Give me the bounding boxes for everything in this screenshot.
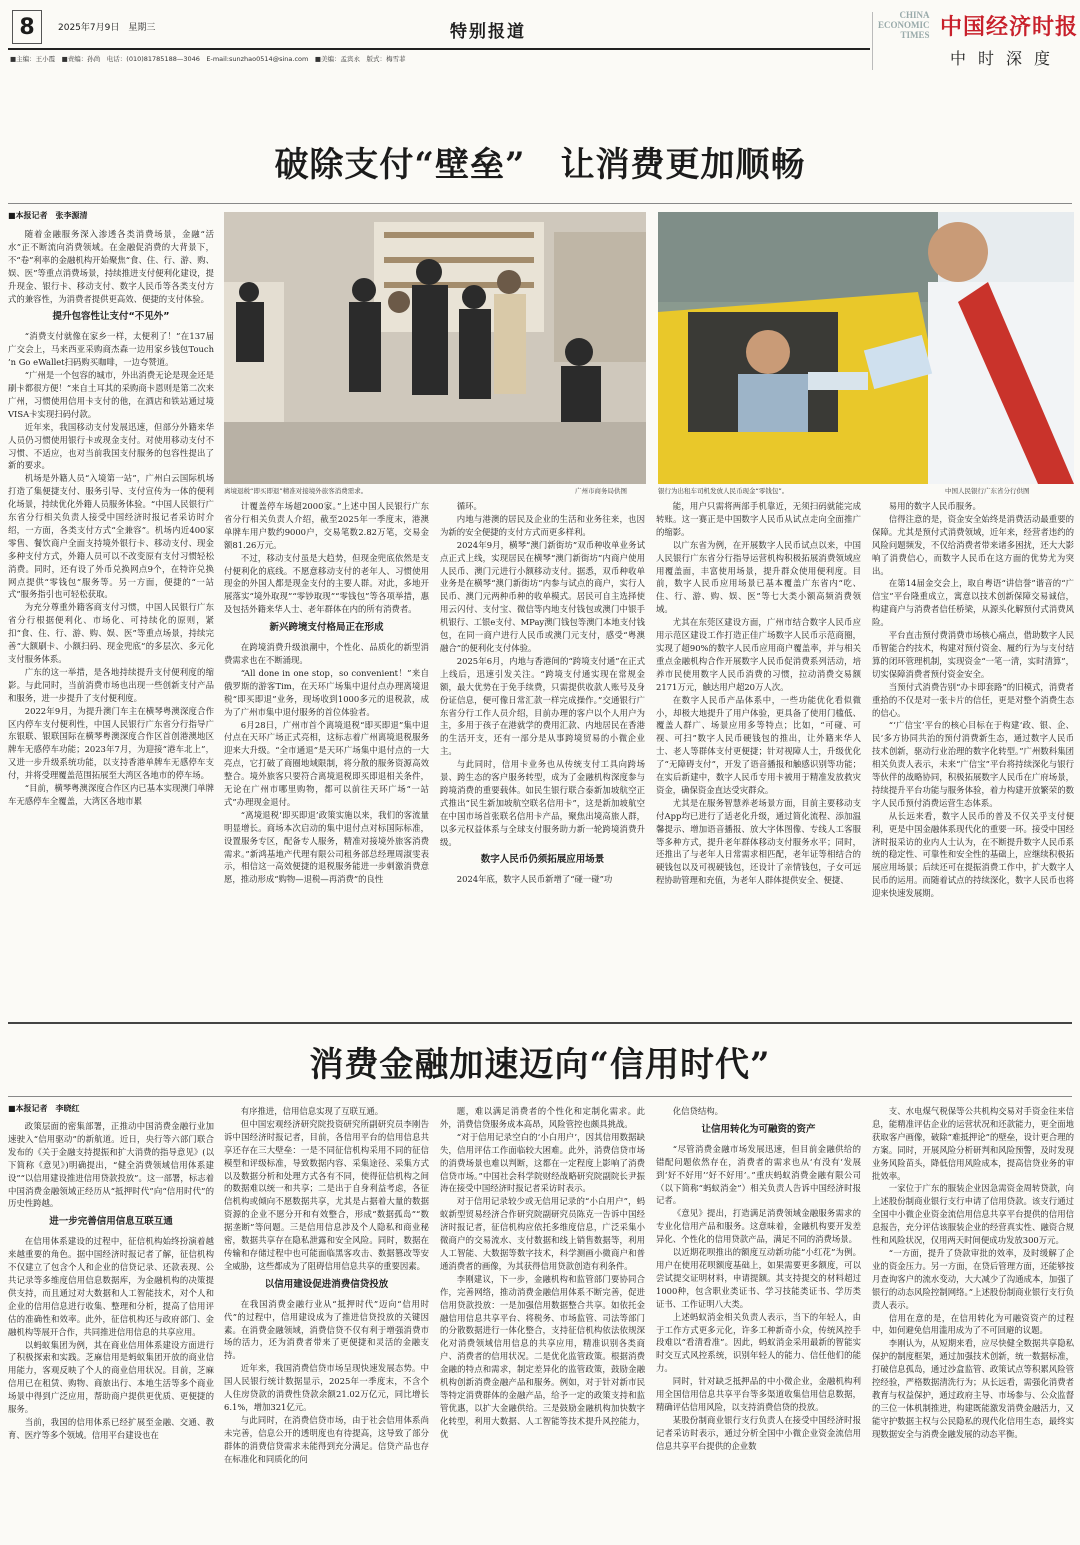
paragraph: 近年来，我国移动支付发展迅速，但部分外籍来华人员仍习惯使用银行卡或现金支付。对使用移动支付不习惯、不适应，也对当前我国支付服务的包容性提出了新的要求。 xyxy=(8,421,214,471)
paragraph: 当前，我国的信用体系已经扩展至金融、交通、教育、医疗等多个领域。信用平台建设也在 xyxy=(8,1416,214,1440)
masthead-subtitle: 中时深度 xyxy=(950,49,1063,68)
article1-rule xyxy=(8,203,1072,204)
subheading: 提升包容性让支付“不见外” xyxy=(52,311,170,323)
paragraph: 李刚认为，从短期来看，应尽快健全数据共享隐私保护的制度框架，通过加强技术创新，统一数据标准，打破信息孤岛，通过沙盒监管、政策试点等积累风险管控经验，严格数据清洗行为；从长远看，需强化消费者教育与权益保护，通过政府主导、市场参与、公众监督的三位一体机制推进，构建既能激发消费金融活力，又能守护数据主权与公民隐私的现代化信用生态，最终实现数据安全与消费金融发展的动态平衡。 xyxy=(872,1338,1074,1439)
paragraph: 有序推进，信用信息实现了互联互通。 xyxy=(240,1106,384,1116)
paragraph: “一方面，提升了贷款审批的效率，及时缓解了企业的资金压力。另一方面，在贷后管理方面，还能够按月查询客户的流水变动，大大减少了沟通成本，加强了银行的动态风险控制网络。”上述股份制商业银行支行负责人表示。 xyxy=(872,1247,1074,1310)
photo1-credit: 广州市商务局供图 xyxy=(575,487,627,495)
paragraph: 能，用户只需将两部手机靠近，无须扫码就能完成转账。这一赛正是中国数字人民币从试点走向全面推广的缩影。 xyxy=(656,501,861,537)
logo-en-line: ECONOMIC xyxy=(878,20,930,30)
paragraph: “消费支付就像在家乡一样，太便利了！”在137届广交会上，马来西亚采购商杰森一边用家乡钱包Touch ’n Go eWallet扫码购买咖啡，一边夸赞道。 xyxy=(8,331,214,368)
paragraph: 广东的这一举措，是各地持续提升支付便利度的缩影。与此同时，当前消费市场也出现一些创新支付产品和服务，进一步提升了支付便利度。 xyxy=(8,666,214,703)
header-rule xyxy=(8,48,870,50)
article1-column-2 xyxy=(224,500,429,1013)
paragraph: “目前，横琴粤澳深度合作区内已基本实现澳门单牌车无感停车全覆盖，大湾区各地市累 xyxy=(8,783,214,806)
editor-credits: ■主编：王小霞 ■责编：孙尚 电话：(010)81785188—3046 E-mail:sunzhao0514@sina.com ■美编：孟宾永 版式：梅雪菲 xyxy=(10,55,406,63)
subheading: 数字人民币仍须拓展应用场景 xyxy=(480,854,605,866)
article2-headline: 消费金融加速迈向“信用时代” xyxy=(309,1045,771,1085)
paragraph: 以广东省为例，在开展数字人民币试点以来，中国人民银行广东省分行指导运营机构积极拓展消费领域应用覆盖面，丰富使用场景，提升群众使用便利度。目前，数字人民币应用场景已基本覆盖广东省内“吃、住、行、游、购、娱、医”等七大类小额高频消费领域。 xyxy=(656,539,861,615)
paragraph: 在信用体系建设的过程中，征信机构始终扮演着越来越重要的角色。据中国经济时报记者了解，征信机构不仅建立了包含个人和企业的信贷记录、还款表现、公共记录等多维度信用信息数据库，为金融机构的决策提供支持，而且通过对大数据和人工智能技术，对个人和企业的信用信息进行收集、整理和分析，提高了信用评估的准确性和效率。此外，征信机构还与政府部门、金融机构等展开合作，共同推进信用信息的共享应用。 xyxy=(8,1236,214,1337)
page-number: 8 xyxy=(12,10,42,44)
paragraph: 2024年底，数字人民币新增了“碰一碰”功 xyxy=(456,874,613,885)
paragraph: 平台直击预付费消费市场核心痛点，借助数字人民币智能合约技术，构建对预付资金、履约行为与支付结算的闭环管理机制，实现资金“一笔一清，实时清算”，切实保障消费者预付资金安全。 xyxy=(872,630,1074,679)
subheading: 进一步完善信用信息互联互通 xyxy=(49,1216,173,1228)
paragraph: 以蚂蚁集团为例，其在商业信用体系建设方面进行了积极探索和实践。芝麻信用是蚂蚁集团开放的商业信用能力，客观反映了个人的商业信用状况。目前，芝麻信用已在租赁、购物、商旅出行、本地生活等多个商业场景中得到广泛应用，帮助商户提供更优质、更便捷的服务。 xyxy=(8,1339,214,1415)
paragraph: “离境退税‘即买即退’政策实施以来，我们的客流量明显增长。商场本次启动的集中退付点对标国际标准，设置服务专区，配备专人服务，精准对接境外旅客消费需求。”新鸿基地产代理有限公司租务部总经理周淑雯表示，相信这一高效便捷的退税服务能进一步刺激消费意愿，推动形成“购物—退税—再消费”的良性 xyxy=(224,809,429,885)
logo-en-line: TIMES xyxy=(900,30,930,40)
paragraph: 一家位于广东的服装企业因急需资金周转贷款，向上述股份制商业银行支行申请了信用贷款。该支行通过全国中小微企业资金流信用信息共享平台提供的信用信息报告，充分评估该服装企业的经营真实性、融资合规性和风险状况，仅用两天时间便成功发放300万元。 xyxy=(872,1183,1074,1246)
photo2-credit: 中国人民银行广东省分行供图 xyxy=(945,487,1030,495)
subheading: 让信用转化为可融资的资产 xyxy=(701,1123,816,1135)
paragraph: 但中国宏观经济研究院投资研究所副研究员李刚告诉中国经济时报记者，目前，各信用平台的信用信息共享还存在三大壁垒：一是不同征信机构采用不同的征信模型和评级标准，导致数据内容、采集途径、采集方式以及数据分析和处理方式各有不同，使得征信机构之间的数据难以统一和共享；二是出于自身利益考虑，各征信机构或倾向不愿数据共享，尤其是占据着大量的数据资源的企业不愿分开和有效整合，形成“数据孤岛”“数据垄断”等问题。三是信用信息涉及个人隐私和商业秘密，数据共享存在隐私泄露和安全风险。同时，数据在传输和存储过程中也可能面临黑客攻击、数据篡改等安全威胁，这些都成为了阻碍信用信息共享的重要因素。 xyxy=(224,1118,429,1271)
paragraph: 循环。 xyxy=(456,501,482,511)
section-divider xyxy=(8,1022,1072,1024)
subheading: 以信用建设促进消费信贷投放 xyxy=(264,1278,389,1290)
article1-column-3 xyxy=(440,500,645,1013)
paragraph: 当预付式消费告别“办卡即套路”的旧模式，消费者重拾的不仅是对一张卡片的信任，更是对整个消费生态的信心。 xyxy=(872,681,1074,718)
paragraph: 政策层面的密集部署，正推动中国消费金融行业加速驶入“信用驱动”的新航道。近日，央行等六部门联合发布的《关于金融支持提振和扩大消费的指导意见》(以下简称《意见》)明确提出，“健全消费领域信用体系建设”“以信用建设推进信用贷款投放”。这一部署，标志着中国消费金融领域正经历从“抵押时代”向“信用时代”的历史性跨越。 xyxy=(8,1121,214,1209)
paragraph: “尽管消费金融市场发展迅速，但目前金融供给的错配问题依然存在，消费者的需求也从‘有没有’发展到‘好不好用’‘好不好用’。”重庆蚂蚁消费金融有限公司（以下简称“蚂蚁消金”）相关负责人告诉中国经济时报记者。 xyxy=(656,1143,861,1206)
paragraph: 与此同时，在消费信贷市场，由于社会信用体系尚未完善，信息公开的透明度也有待提高，这导致了部分群体的消费信贷需求未能得到充分满足。信贷产品也存在标准化和同质化的问 xyxy=(224,1414,429,1464)
subheading: 新兴跨境支付格局正在形成 xyxy=(269,622,384,634)
paragraph: 信得注意的是，资金安全始终是消费活动最重要的保障。尤其是预付式消费领域，近年来，经营者违约的风险问题频发，不仅给消费者带来诸多困扰，还大大影响了消费信心，而数字人民币在这方面的优势尤为突出。 xyxy=(872,513,1074,576)
paragraph: 在第14届金交会上，取自粤语“讲信誉”谐音的“广信宝”平台隆重成立，寓意以技术创新保障交易诚信，构建商户与消费者信任桥梁，从源头化解预付式消费风险。 xyxy=(872,578,1074,628)
paragraph: 以近期花呗推出的额度互动新功能“小红花”为例。用户在使用花呗额度基础上，如果需要更多额度，可以尝试提交证明材料，申请提额。其支持提交的材料超过1000种，包含职业类证书、学习技能类证书、学历类证书、工作证明八大类。 xyxy=(656,1247,861,1309)
paragraph: 《意见》提出，打造满足消费领域金融服务需求的专业化信用产品和服务。这意味着，金融机构要开发差异化、个性化的信用贷款产品，满足不同的消费场景。 xyxy=(656,1208,861,1245)
paragraph: “‘广信宝’平台的核心目标在于构建‘政、银、企、民’多方协同共治的预付消费新生态，通过数字人民币技术创新，驱动行业治理的数字化转型。”广州数科集团相关负责人表示，未来“广信宝”平台将持续深化与银行等伙伴的战略协同，积极拓展数字人民币在广府场景，持续提升平台功能与服务体验，着力构建开放繁荣的数字人民币预付消费运营生态体系。 xyxy=(872,720,1074,808)
paragraph: 在跨境消费升级浪潮中，个性化、品质化的新型消费需求也在不断涌现。 xyxy=(224,642,429,665)
paragraph: 内地与港澳的居民及企业的生活和业务往来，也因为新的安全便捷的支付方式而更多样利。 xyxy=(440,513,645,537)
paragraph: 从长远来看，数字人民币的普及不仅关乎支付便利，更是中国金融体系现代化的重要一环。接受中国经济时报采访的业内人士认为，在不断提升数字人民币系统的稳定性、可靠性和安全性的基础上，应继续积极拓展应用场景；后续还可在提振消费工作中，扩大数字人民币的运用。而随着试点的持续深化，数字人民币也将迎来快速发展期。 xyxy=(872,810,1074,899)
paragraph: “All done in one stop，so convenient！”来自俄罗斯的游客Tim，在天环广场集中退付点办理离境退税“即买即退”业务，现场收到1000多元的退税款，成为了广州市集中退付服务的首位体验者。 xyxy=(224,667,429,717)
paragraph: 2022年9月，为提升澳门车主在横琴粤澳深度合作区内停车支付便利性，中国人民银行广东省分行指导广东银联、银联国际在横琴粤澳深度合作区首创港澳地区牌车无感停车功能；2023年7月，为迎接“港车北上”，又进一步升级系统功能，以支持香港单牌车无感停车支付，并将受理覆盖范围拓展至大湾区各地市的停车场。 xyxy=(8,705,214,781)
paragraph: 同时，针对缺乏抵押品的中小微企业，金融机构利用全国信用信息共享平台等多渠道收集信用信息数据，精确评估信用风险，以支持消费信贷的投放。 xyxy=(656,1376,861,1412)
logo-en-line: CHINA xyxy=(899,10,930,20)
photo-tax-refund xyxy=(224,212,646,484)
article2-column-1 xyxy=(8,1120,214,1538)
article2-byline: ■本报记者 李晓红 xyxy=(8,1104,80,1113)
tax-refund-scene-image xyxy=(224,212,646,484)
photo2-caption: 银行为出租车司机发放人民币现金“零钱包”。 xyxy=(658,487,789,495)
paragraph: 信用在意的是，在信用转化为可融资资产的过程中，如何避免信用滥用成为了不可回避的议题。 xyxy=(872,1312,1074,1336)
article1-byline: ■本报记者 张李源清 xyxy=(8,211,88,220)
paragraph: 上述蚂蚁消金相关负责人表示，当下的年轻人，由于工作方式更多元化，许多工种新奇小众，传统风控手段难以“看清看准”。因此，蚂蚁消金采用最新的智能实时交互式风控系统，识别年轻人的能力、信任他们的能力。 xyxy=(656,1311,861,1374)
section-title: 特别报道 xyxy=(450,22,526,42)
article1-column-1 xyxy=(8,228,214,1013)
photo1-caption: 离境退税“即买即退”精准对接境外旅客消费需求。 xyxy=(224,487,368,495)
paragraph: 在数字人民币产品体系中，一些功能优化看似微小，却极大地提升了用户体验，更具备了使用门槛低、覆盖人群广、场景应用多等特点；比如，“可碰、可视、可扫”数字人民币硬钱包的推出，让外籍来华人士、老人等群体支付更便捷；针对视障人士，升级优化了“无障碍支付”，开发了语音播报和触感识别等功能；在实后新建中，数字人民币专用卡被用于精准发放救灾资金，确保资金直达受灾群众。 xyxy=(656,694,861,795)
article2-rule xyxy=(8,1096,1072,1097)
photo-taxi-cash xyxy=(658,212,1074,484)
paragraph: 题，难以满足消费者的个性化和定制化需求。此外，消费信贷服务成本高昂，风险管控也颇具挑战。 xyxy=(440,1106,645,1129)
paragraph: 支、水电煤气税保等公共机构交易对手资金往来信息，能精准评估企业的运营状况和还款能力，更全面地获取客户画像，破除“难抵押论”的壁垒，设计更合理的方案。同时，开展风险分析研判和风险预警，及时发现业务风险苗头，降低信用风险成本，提高信贷业务的审批效率。 xyxy=(872,1106,1074,1181)
paragraph: 随着金融服务深入渗透各类消费场景，金融“活水”正不断流向消费领域。在金融促消费的大背景下，不“卷”利率的金融机构开始聚焦“食、住、行、游、购、娱、医”等重点消费场景，持续推进支付便利化建设，提升现金、银行卡、移动支付、数字人民币等各类支付方式的兼容性，为消费者提供更高效、便捷的支付体验。 xyxy=(8,229,214,304)
paragraph: 尤其在东莞区建设方面，广州市结合数字人民币应用示范区建设工作打造正佳广场数字人民币示范商圈，实现了超90%的数字人民币应用商户覆盖率，并与相关重点金融机构合作开展数字人民币促消费系列活动，培养市民使用数字人民币消费的习惯，拉动消费交易额2171万元，触达用户超20万人次。 xyxy=(656,617,861,692)
paragraph: 2024年9月，横琴“澳门新街坊”双币种收单业务试点正式上线，实现居民在横琴“澳门新街坊”内商户使用人民币、澳门元进行小额移动支付。据悉，双币种收单业务是在横琴“澳门新街坊”内参与试点的商户，实行人民币、澳门元两种币种的收单模式。居民可自主选择使用云闪付、支付宝、微信等内地支付钱包或澳门中银手机银行、工银e支付、MPay澳门钱包等澳门本地支付钱包，在同一商户进行人民币或澳门元支付，感受“粤澳融合”的便利化支付体验。 xyxy=(440,539,645,653)
paragraph: 对于信用记录较少或无信用记录的“小白用户”，蚂蚁新型贸易经济合作研究院副研究员陈克一告诉中国经济时报记者，征信机构应依托多维度信息，广泛采集小微商户的交易流水、支付数据和线上销售数据等，利用人工智能、大数据等数字技术，科学测画小微商户和普通消费者的画像，为其获得信用贷款创造有利条件。 xyxy=(440,1196,645,1271)
article1-column-5 xyxy=(872,500,1074,1013)
paragraph: 李刚建议，下一步，金融机构和监管部门要协同合作，完善网络，推动消费金融信用体系不断完善，促进信用贷款投放：一是加强信用数据整合共享。如依托金融信用信息共享平台、将税务、市场监管、司法等部门的分散数据进行一体化整合，支持征信机构依法依规深化对消费领域信用信息的共享应用，精准识别各类商户、消费者的信用状况。二是优化监管政策。根据消费金融的特点和需求，制定差异化的监管政策，鼓励金融机构创新消费金融产品和服务。例如，对于针对新市民等特定消费群体的金融产品，给予一定的政策支持和监管优惠，以扩大金融供给。三是鼓励金融机构加快数字化转型，利用大数据、人工智能等技术提升风控能力，优 xyxy=(440,1273,645,1439)
paragraph: “广州是一个包容的城市，外出消费无论是现金还是刷卡都很方便！”来自土耳其的采购商卡恩则是第二次来广州，习惯使用信用卡支付的他，在酒店和铁站通过境VISA卡实现扫码付款。 xyxy=(8,370,214,419)
masthead-logo-en xyxy=(878,10,930,40)
issue-date: 2025年7月9日 星期三 xyxy=(58,23,156,33)
paragraph: 计覆盖停车场超2000家。”上述中国人民银行广东省分行相关负责人介绍，截至2025年一季度末，港澳单牌车用户数约9000户，交易笔数2.82万笔，交易金额81.26万元。 xyxy=(224,501,429,550)
article2-column-2 xyxy=(224,1105,429,1538)
paragraph: 6月28日，广州市首个离境退税“即买即退”集中退付点在天环广场正式亮相，这标志着广州离境退税服务迎来大升级。“全市通退”是天环广场集中退付点的一大亮点，它打破了商圈地域限制，将分散的服务资源高效整合。境外旅客只要符合离境退税即买即退相关条件，无论在广州市哪里购物，都可以前往天环广场“一站式”办理现金退付。 xyxy=(224,719,429,807)
article2-column-3 xyxy=(440,1105,645,1538)
article1-column-4 xyxy=(656,500,861,1013)
paragraph: 为充分尊重外籍客商支付习惯，中国人民银行广东省分行根据便利化、市场化、可持续化的原则，紧扣“食、住、行、游、购、娱、医”等重点场景，持续完善“大额刷卡、小额扫码、现金兜底”的多层次、多元化支付服务体系。 xyxy=(8,602,214,664)
paragraph: 某股份制商业银行支行负责人在接受中国经济时报记者采访时表示，通过分析全国中小微企业资金流信用信息共享平台提供的企业数 xyxy=(656,1414,861,1451)
article2-column-4 xyxy=(656,1105,861,1538)
paragraph: 在我国消费金融行业从“抵押时代”迈向“信用时代”的过程中，信用建设成为了推进信贷投放的关键因素。在消费金融领域，消费信贷不仅有利于增强消费市场的活力，还为消费者带来了更便捷和灵活的金融支持。 xyxy=(224,1298,429,1361)
paragraph: 化信贷结构。 xyxy=(672,1106,724,1116)
logo-divider xyxy=(872,12,873,70)
paragraph: 2025年6月，内地与香港间的“跨境支付通”在正式上线后，迅速引发关注。“跨境支付通实现在常规金额，最大优势在于免手续费，只需提供收款人账号及身份证信息，便可像日常汇款一样完成操作。”交通银行广东省分行工作人员介绍，目前办理的客户以个人用户为主，多用于孩子在港就学的费用汇款、内地居民在香港的生活开支，还有一部分是从事跨境贸易的小微企业主。 xyxy=(440,655,645,757)
paragraph: 不过，移动支付虽是大趋势，但现金兜底依然是支付便利化的底线。不愿意移动支付的老年人、习惯使用现金的外国人都是现金支付的主要人群。对此，多地开展落实“境外取现”“零钞取现”“零钱包”等各项举措，惠及包括外籍来华人士、老年群体在内的所有消费者。 xyxy=(224,552,429,615)
article1-headline: 破除支付“壁垒” 让消费更加顺畅 xyxy=(274,145,806,185)
taxi-cash-scene-image xyxy=(658,212,1074,484)
paragraph: 近年来，我国消费信贷市场呈现快速发展态势。中国人民银行统计数据显示，2025年一季度末，不含个人住房贷款的消费性贷款余额21.02万亿元，同比增长6.1%，增加321亿元。 xyxy=(224,1363,429,1412)
paragraph: “对于信用记录空白的‘小白用户’，因其信用数据缺失，信用评估工作面临较大困难。此外，消费信贷市场的消费场景也难以判断，这都在一定程度上影响了消费信贷市场。”中国社会科学院财经战略研究院副院长尹振涛在接受中国经济时报记者采访时表示。 xyxy=(440,1131,645,1194)
paragraph: 尤其是在服务智慧养老场景方面，目前主要移动支付App均已进行了适老化升级，通过简化流程、添加温馨提示、增加语音播报、放大字体图像、专线人工客服等多种方式，提升老年群体移动支付服务水平；同时，还推出了与老年人日常需求相匹配，老年证等相结合的硬钱包以及可视硬钱包，还设计了亲情钱包，子女可远程协助管理和充值，为老年人群体提供安全、便捷、 xyxy=(656,797,861,886)
paragraph: 与此同时，信用卡业务也从传统支付工具向跨场景、跨生态的客户服务转型，成为了金融机构深度参与跨境消费的重要载体。如民生银行联合泰新加坡航空正式推出“民生新加坡航空联名信用卡”，这是新加坡航空在中国市场首张联名信用卡产品，聚焦出境高旅人群，以多元权益体系与全球支付服务助力新一轮跨境消费升级。 xyxy=(440,759,645,847)
masthead-logo: 中国经济时报 xyxy=(940,14,1079,40)
article2-column-5 xyxy=(872,1105,1074,1538)
paragraph: 机场是外籍人员“入境第一站”，广州白云国际机场打造了集便捷支付、服务引导、支付宣传为一体的便利化场景，持续优化外籍人员服务体验。“中国人民银行广东省分行相关负责人接受中国经济时报记者采访时介绍，一方面，各类支付方式“全兼容”。机场内近400家零售、餐饮商户全面支持境外银行卡、移动支付、现金多种支付方式，外籍人员可以不改变原有支付习惯轻松消费。同时，还有设了外币兑换网点9个，在特许兑换网点提供“零钱包”服务等。另一方面，便捷的“一站式”服务指引也可轻松获取。 xyxy=(8,473,214,600)
paragraph: 易用的数字人民币服务。 xyxy=(888,501,981,511)
